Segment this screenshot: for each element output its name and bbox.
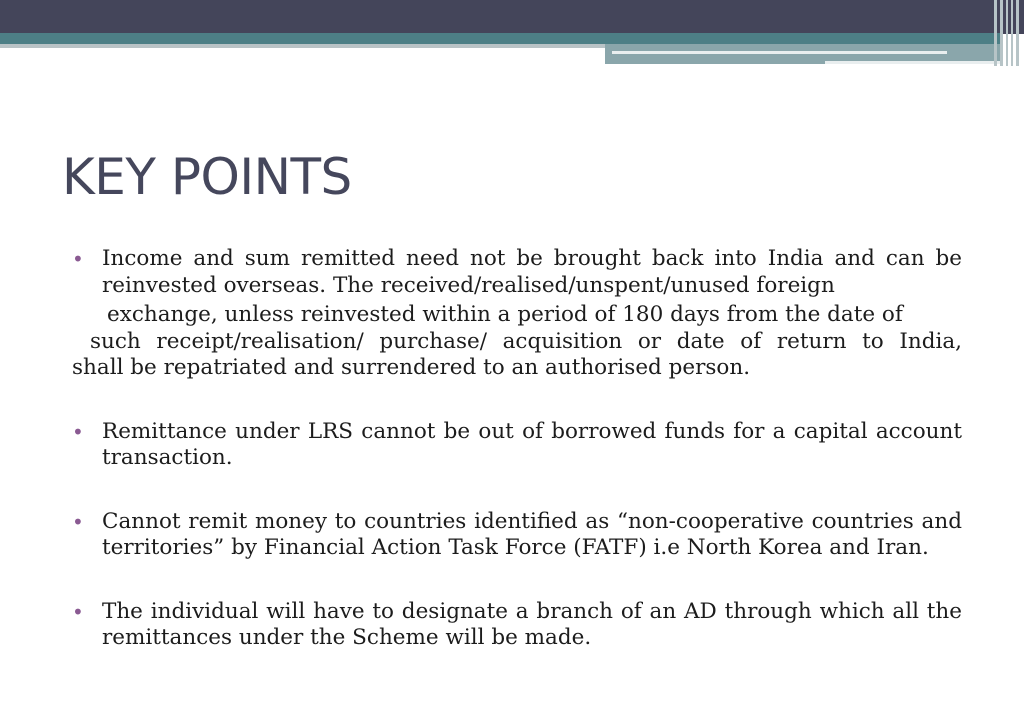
point-text-continuation: exchange, unless reinvested within a period of 180 days from the date of [107,302,903,327]
point-text: Remittance under LRS cannot be out of borrowed funds for a capital account transaction. [102,418,962,470]
header-dark-band [0,0,1024,34]
key-points-list [72,246,962,652]
list-item [72,509,962,562]
point-text: The individual will have to designate a branch of an AD through which all the remittances under the Scheme will be made. [102,598,962,650]
list-item [72,246,962,382]
slide-title: KEY POINTS [62,148,352,206]
header-accent-line [612,51,947,54]
point-text-continuation: shall be repatriated and surrendered to an authorised person. [72,355,751,380]
header-accent-line [825,61,1000,64]
header-shadow-band [0,44,605,48]
bullet-icon: • [72,509,84,534]
point-text-continuation: such receipt/realisation/ purchase/ acquisition or date of return to India, [90,328,962,354]
bullet-icon: • [72,247,84,271]
list-item [72,419,962,472]
bullet-icon: • [72,419,84,444]
list-item [72,599,962,652]
point-text: Cannot remit money to countries identified as “non-cooperative countries and territories” by Financial Action Task Force (FATF) i.e North Korea and Iran. [102,508,962,560]
bullet-icon: • [72,599,84,624]
point-text: Income and sum remitted need not be brought back into India and can be reinvested overseas. The received/realised/unspent/unused foreign [102,246,962,298]
header-teal-band [0,33,1000,44]
header-stripes [992,0,1024,66]
